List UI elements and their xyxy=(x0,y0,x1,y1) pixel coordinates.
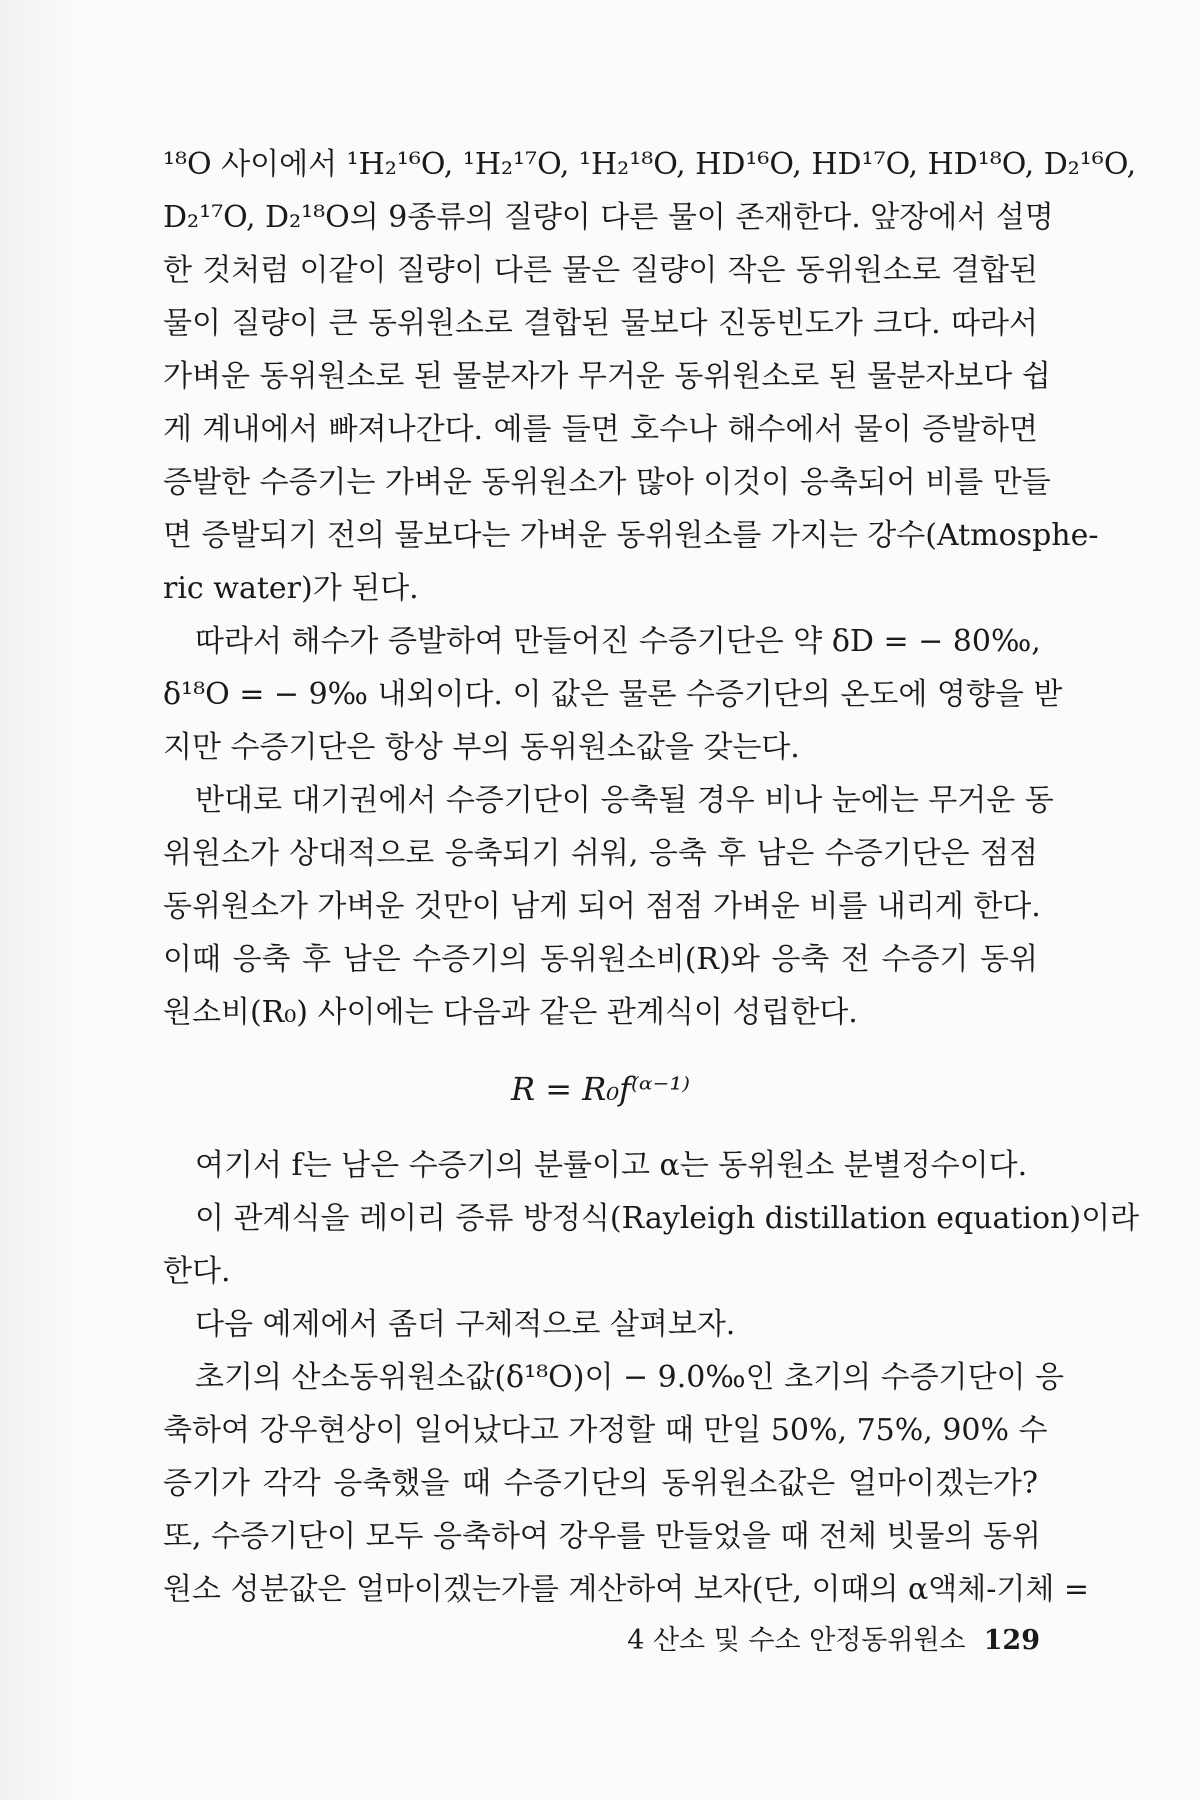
text-line: 동위원소가 가벼운 것만이 남게 되어 점점 가벼운 비를 내리게 한다. xyxy=(163,889,1041,924)
text-line: ric water)가 된다. xyxy=(163,571,419,606)
text-line: 면 증발되기 전의 물보다는 가벼운 동위원소를 가지는 강수(Atmosphe- xyxy=(163,518,1099,553)
scan-shadow xyxy=(0,0,80,1800)
text-line: 반대로 대기권에서 수증기단이 응축될 경우 비나 눈에는 무거운 동 xyxy=(195,783,1054,818)
text-line: 지만 수증기단은 항상 부의 동위원소값을 갖는다. xyxy=(163,730,800,765)
text-line: 원소비(R₀) 사이에는 다음과 같은 관계식이 성립한다. xyxy=(163,995,858,1030)
text-line: 이때 응축 후 남은 수증기의 동위원소비(R)와 응축 전 수증기 동위 xyxy=(163,942,1038,977)
text-line: 따라서 해수가 증발하여 만들어진 수증기단은 약 δD = − 80‰, xyxy=(195,624,1041,659)
running-footer-chapter: 4 산소 및 수소 안정동위원소 xyxy=(627,1625,966,1656)
text-line: 다음 예제에서 좀더 구체적으로 살펴보자. xyxy=(195,1307,736,1342)
text-line: 축하여 강우현상이 일어났다고 가정할 때 만일 50%, 75%, 90% 수 xyxy=(163,1413,1048,1448)
text-line: 또, 수증기단이 모두 응축하여 강우를 만들었을 때 전체 빗물의 동위 xyxy=(163,1519,1041,1554)
text-line: 물이 질량이 큰 동위원소로 결합된 물보다 진동빈도가 크다. 따라서 xyxy=(163,306,1038,341)
rayleigh-formula: R = R₀f⁽ᵅ⁻¹⁾ xyxy=(510,1070,691,1108)
text-line: 증발한 수증기는 가벼운 동위원소가 많아 이것이 응축되어 비를 만들 xyxy=(163,465,1051,500)
text-line: 한 것처럼 이같이 질량이 다른 물은 질량이 작은 동위원소로 결합된 xyxy=(163,253,1038,288)
text-line: 가벼운 동위원소로 된 물분자가 무거운 동위원소로 된 물분자보다 쉽 xyxy=(163,359,1051,394)
text-line: D₂¹⁷O, D₂¹⁸O의 9종류의 질량이 다른 물이 존재한다. 앞장에서 설명 xyxy=(163,200,1054,235)
text-line: 이 관계식을 레이리 증류 방정식(Rayleigh distillation equation)이라 xyxy=(195,1201,1140,1236)
text-line: ¹⁸O 사이에서 ¹H₂¹⁶O, ¹H₂¹⁷O, ¹H₂¹⁸O, HD¹⁶O, HD¹⁷O, HD¹⁸O, D₂¹⁶O, xyxy=(163,147,1137,182)
text-line: 게 계내에서 빠져나간다. 예를 들면 호수나 해수에서 물이 증발하면 xyxy=(163,412,1038,447)
text-line: 원소 성분값은 얼마이겠는가를 계산하여 보자(단, 이때의 α액체-기체 = xyxy=(163,1572,1089,1607)
text-line: 위원소가 상대적으로 응축되기 쉬워, 응축 후 남은 수증기단은 점점 xyxy=(163,836,1038,871)
text-line: 여기서 f는 남은 수증기의 분률이고 α는 동위원소 분별정수이다. xyxy=(195,1148,1028,1183)
page-number: 129 xyxy=(983,1625,1040,1656)
text-line: 초기의 산소동위원소값(δ¹⁸O)이 − 9.0‰인 초기의 수증기단이 응 xyxy=(195,1360,1065,1395)
text-line: 한다. xyxy=(163,1254,231,1289)
body-text xyxy=(163,138,1140,1616)
text-line: δ¹⁸O = − 9‰ 내외이다. 이 값은 물론 수증기단의 온도에 영향을 받 xyxy=(163,677,1063,712)
page-footer xyxy=(620,1618,1040,1657)
text-line: 증기가 각각 응축했을 때 수증기단의 동위원소값은 얼마이겠는가? xyxy=(163,1466,1038,1501)
